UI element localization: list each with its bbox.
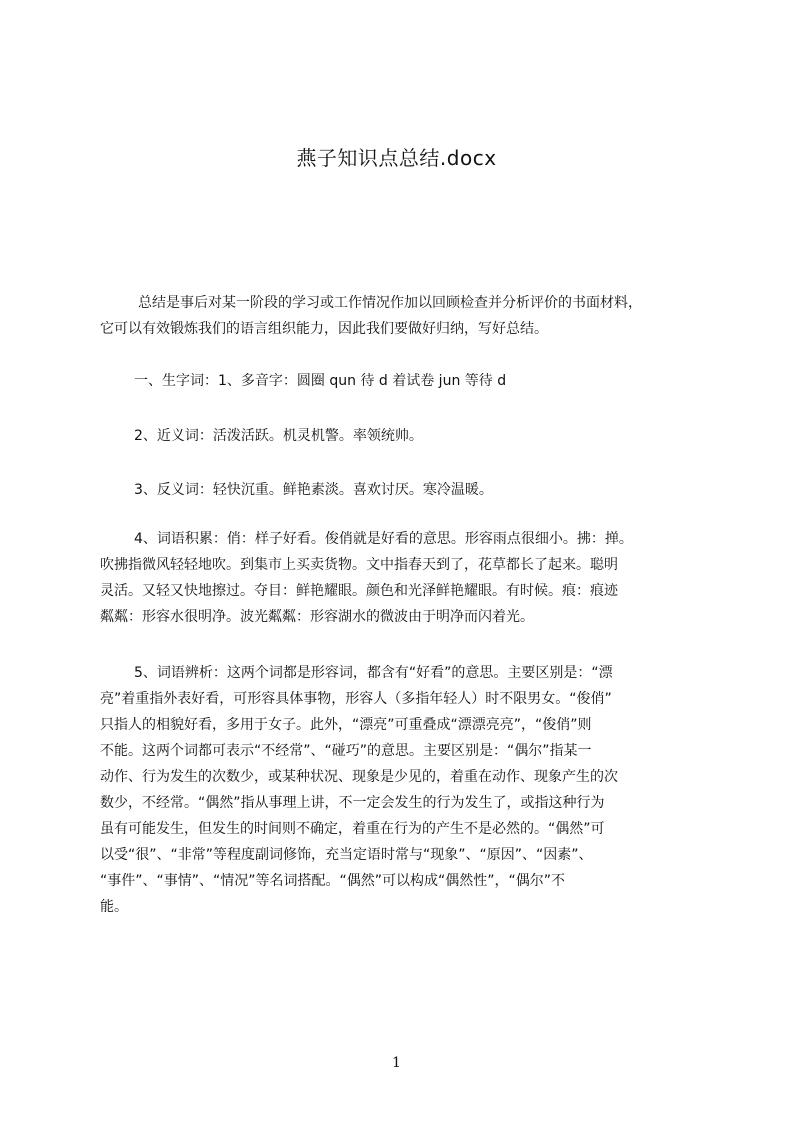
section-line: 3、反义词：轻快沉重。鲜艳素淡。喜欢讨厌。寒冷温暖。 bbox=[134, 482, 493, 498]
section-line: 2、近义词：活泼活跃。机灵机警。率领统帅。 bbox=[134, 428, 423, 444]
page-number: 1 bbox=[392, 1055, 401, 1071]
section-vocabulary bbox=[100, 526, 710, 630]
paragraph-line: 以受“很”、“非常”等程度副词修饰，充当定语时常与“现象”、“原因”、“因素”、 bbox=[100, 847, 593, 863]
paragraph-line: 5、词语辨析：这两个词都是形容词，都含有“好看”的意思。主要区别是：“漂 bbox=[134, 665, 613, 681]
paragraph-line: 动作、行为发生的次数少，或某种状况、现象是少见的，着重在动作、现象产生的次 bbox=[100, 769, 618, 785]
paragraph-line: 能。 bbox=[100, 899, 128, 915]
document-title: 燕子知识点总结.docx bbox=[296, 146, 497, 170]
paragraph-line: 不能。这两个词都可表示“不经常”、“碰巧”的意思。主要区别是：“偶尔”指某一 bbox=[100, 743, 592, 759]
section-antonyms bbox=[100, 477, 710, 503]
paragraph-line: 只指人的相貌好看，多用于女子。此外，“漂亮”可重叠成“漂漂亮亮”，“俊俏”则 bbox=[100, 717, 592, 733]
paragraph-line: “事件”、“事情”、“情况”等名词搭配。“偶然”可以构成“偶然性”，“偶尔”不 bbox=[100, 873, 566, 889]
section-synonyms bbox=[100, 423, 710, 449]
paragraph-line: 亮”着重指外表好看，可形容具体事物，形容人（多指年轻人）时不限男女。“俊俏” bbox=[100, 691, 612, 707]
paragraph-line: 吹拂指微风轻轻地吹。到集市上买卖货物。文中指春天到了，花草都长了起来。聪明 bbox=[100, 557, 618, 573]
intro-paragraph bbox=[100, 290, 710, 342]
intro-line: 总结是事后对某一阶段的学习或工作情况作加以回顾检查并分析评价的书面材料， bbox=[138, 295, 642, 311]
section-word-distinction bbox=[100, 660, 710, 920]
section-line: 一、生字词：1、多音字：圆圈 qun 待 d 着试卷 jun 等待 d bbox=[134, 373, 507, 389]
paragraph-line: 灵活。又轻又快地擦过。夺目：鲜艳耀眼。颜色和光泽鲜艳耀眼。有时候。痕：痕迹 bbox=[100, 583, 618, 599]
paragraph-line: 4、词语积累：俏：样子好看。俊俏就是好看的意思。形容雨点很细小。拂：掸。 bbox=[134, 531, 633, 547]
intro-line: 它可以有效锻炼我们的语言组织能力，因此我们要做好归纳，写好总结。 bbox=[100, 321, 548, 337]
paragraph-line: 数少，不经常。“偶然”指从事理上讲，不一定会发生的行为发生了，或指这种行为 bbox=[100, 795, 605, 811]
paragraph-line: 粼粼：形容水很明净。波光粼粼：形容湖水的微波由于明净而闪着光。 bbox=[100, 609, 534, 625]
paragraph-line: 虽有可能发生，但发生的时间则不确定，着重在行为的产生不是必然的。“偶然”可 bbox=[100, 821, 605, 837]
section-new-words bbox=[100, 368, 710, 394]
